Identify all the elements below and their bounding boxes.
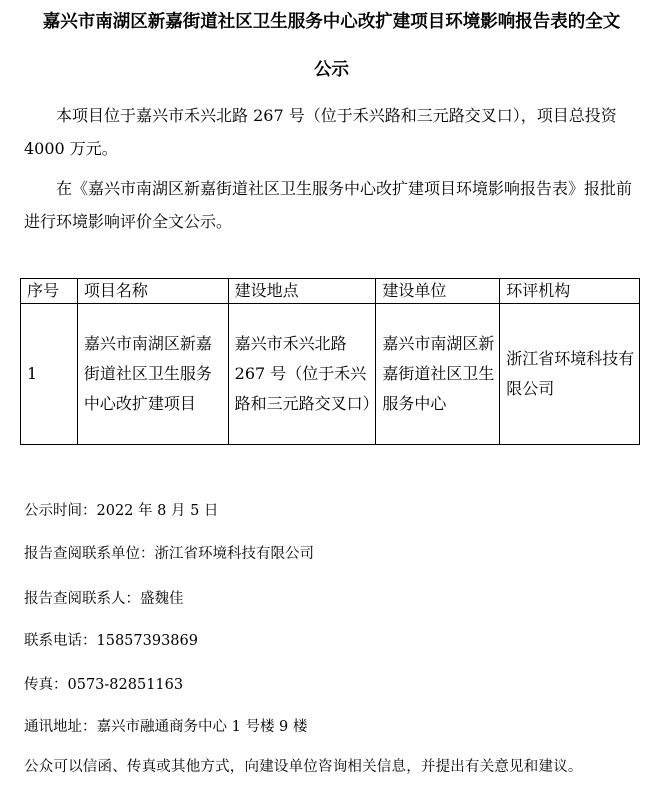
project-table — [20, 278, 640, 445]
cell-eia-agency: 浙江省环境科技有限公司 — [500, 304, 640, 445]
cell-construction-unit: 嘉兴市南湖区新嘉街道社区卫生服务中心 — [376, 304, 500, 445]
document-title-line-1: 嘉兴市南湖区新嘉街道社区卫生服务中心改扩建项目环境影响报告表的全文 — [42, 12, 621, 32]
contact-person: 报告查阅联系人：盛魏佳 — [24, 591, 184, 607]
intro-paragraph-location: 本项目位于嘉兴市禾兴北路 267 号（位于禾兴路和三元路交叉口），项目总投资 4000 万元。 — [24, 106, 617, 158]
intro-paragraph-disclosure: 在《嘉兴市南湖区新嘉街道社区卫生服务中心改扩建项目环境影响报告表》报批前进行环境影响评价全文公示。 — [24, 179, 633, 231]
header-serial-number: 序号 — [21, 279, 78, 304]
cell-construction-site: 嘉兴市禾兴北路 267 号（位于禾兴路和三元路交叉口） — [228, 304, 376, 445]
cell-serial-number: 1 — [21, 304, 78, 445]
fax-number: 传真：0573-82851163 — [24, 677, 184, 693]
cell-project-name: 嘉兴市南湖区新嘉街道社区卫生服务中心改扩建项目 — [77, 304, 228, 445]
header-construction-site: 建设地点 — [228, 279, 376, 304]
contact-phone: 联系电话：15857393869 — [24, 633, 198, 649]
contact-unit: 报告查阅联系单位：浙江省环境科技有限公司 — [24, 546, 314, 562]
header-eia-agency: 环评机构 — [500, 279, 640, 304]
public-notice: 公众可以信函、传真或其他方式，向建设单位咨询相关信息，并提出有关意见和建议。 — [24, 759, 583, 775]
publish-time: 公示时间：2022 年 8 月 5 日 — [24, 503, 219, 519]
header-project-name: 项目名称 — [77, 279, 228, 304]
header-construction-unit: 建设单位 — [376, 279, 500, 304]
document-title-line-2: 公示 — [314, 60, 349, 80]
table-header-row — [21, 279, 640, 304]
table-row — [21, 304, 640, 445]
mailing-address: 通讯地址：嘉兴市融通商务中心 1 号楼 9 楼 — [24, 719, 308, 735]
